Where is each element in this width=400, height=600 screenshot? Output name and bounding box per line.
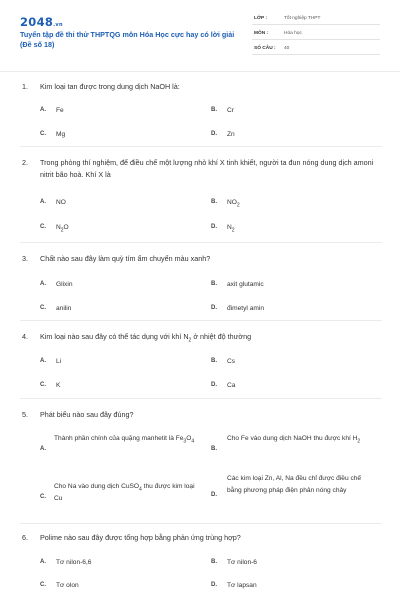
question-number: 1. [22, 82, 28, 91]
document-title: Tuyển tập đề thi thử THPTQG môn Hóa Học cực hay có lời giải (Đề số 18) [20, 30, 235, 49]
option-text: Tơ nilon-6,6 [56, 559, 92, 566]
meta-class-value: Tốt nghiệp THPT [284, 16, 321, 21]
question-stem: Phát biểu nào sau đây đúng? [40, 410, 134, 419]
option-label: A. [40, 559, 46, 565]
option-label: B. [211, 281, 217, 287]
option-text: K [56, 382, 61, 389]
option-text-part: Cho Na vào dung dịch CuSO [54, 483, 140, 490]
meta-subject-row [252, 27, 380, 40]
option-label: B. [211, 446, 217, 452]
question-number: 6. [22, 533, 28, 542]
question-divider [20, 242, 382, 243]
option-text: axit glutamic [227, 281, 264, 288]
option-label: D. [211, 492, 217, 498]
option-text: Mg [56, 131, 66, 138]
option-text: đimetyl amin [227, 305, 265, 312]
formula-subscript: 4 [139, 486, 142, 493]
meta-class-key: LỚP : [254, 16, 268, 21]
option-text-part: O [186, 435, 192, 442]
meta-count-value: 40 [284, 46, 290, 51]
formula-subscript: 2 [231, 227, 235, 234]
question-divider [20, 398, 382, 399]
question-stem: Chất nào sau đây làm quỳ tím ẩm chuyển màu xanh? [40, 254, 211, 263]
question-stem: Trong phòng thí nghiệm, để điều chế một lượng nhỏ khí X tinh khiết, người ta đun nóng dung dịch amoni nitrit bão hoà. Khí X là [40, 158, 374, 179]
logo-tld: .vn [53, 22, 63, 28]
option-label: A. [40, 358, 46, 364]
option-label: B. [211, 199, 217, 205]
option-text-part: thu được kim loại Cu [54, 483, 195, 502]
option-label: B. [211, 358, 217, 364]
question-stem [40, 331, 380, 343]
question-stem: Kim loại tan được trong dung dịch NaOH là: [40, 82, 180, 91]
meta-count-key: SỐ CÂU : [254, 46, 276, 51]
option-text-part: Cho Fe vào dung dịch NaOH thu được khí H [227, 435, 358, 442]
option-text: Tơ olon [56, 582, 79, 589]
option-text [56, 222, 69, 233]
option-label: A. [40, 281, 46, 287]
question-divider [20, 523, 382, 524]
option-text: Ca [227, 382, 236, 389]
option-text: Cr [227, 107, 234, 114]
formula-subscript: 3 [183, 438, 187, 445]
option-text: Li [56, 358, 62, 365]
question-divider [20, 320, 382, 321]
option-label: B. [211, 107, 217, 113]
formula-base: N [227, 224, 232, 231]
option-label: C. [40, 582, 46, 588]
option-label: D. [211, 131, 217, 137]
question-number: 5. [22, 410, 28, 419]
formula-subscript: 2 [188, 337, 192, 344]
option-text [227, 433, 377, 445]
option-text [54, 433, 204, 445]
option-text [227, 222, 235, 233]
option-text: Tơ lapsan [227, 582, 257, 589]
option-text: Fe [56, 107, 64, 114]
option-text: Tơ nilon-6 [227, 559, 257, 566]
option-label: D. [211, 224, 217, 230]
option-text [54, 481, 204, 505]
option-text: NO [56, 199, 66, 206]
option-text: Các kim loại Zn, Al, Na đều chỉ được điều chế bằng phương pháp điện phân nóng chảy [227, 475, 362, 494]
question-number: 4. [22, 332, 28, 341]
exam-header [0, 0, 400, 72]
formula-tail: O [63, 224, 69, 231]
option-text: Glixin [56, 281, 73, 288]
question-number: 2. [22, 158, 28, 167]
logo-main: 2048 [20, 15, 54, 29]
formula-base: NO [227, 199, 237, 206]
meta-class-row [252, 12, 380, 25]
option-label: C. [40, 382, 46, 388]
option-text [227, 197, 240, 208]
meta-count-row [252, 42, 380, 55]
formula-base: N [56, 224, 61, 231]
option-label: C. [40, 224, 46, 230]
stem-text-tail: ở nhiệt độ thường [191, 332, 252, 341]
meta-subject-key: MÔN : [254, 31, 269, 36]
formula-subscript: 4 [191, 438, 195, 445]
site-logo[interactable] [20, 15, 63, 29]
option-text: Cs [227, 358, 236, 365]
formula-subscript: 2 [60, 227, 64, 234]
option-label: D. [211, 305, 217, 311]
option-text-part: Thành phần chính của quặng manhetit là Fe [54, 435, 184, 442]
option-label: C. [40, 494, 46, 500]
option-text: Zn [227, 131, 235, 138]
option-label: D. [211, 582, 217, 588]
meta-subject-value: Hóa học [284, 31, 302, 36]
formula-subscript: 2 [236, 202, 240, 209]
question-number: 3. [22, 254, 28, 263]
option-label: D. [211, 382, 217, 388]
option-label: B. [211, 559, 217, 565]
question-stem: Polime nào sau đây được tổng hợp bằng phản ứng trùng hợp? [40, 533, 241, 542]
option-text: anilin [56, 305, 72, 312]
header-divider [0, 71, 400, 72]
question-divider [20, 146, 382, 147]
option-label: A. [40, 446, 46, 452]
option-label: A. [40, 199, 46, 205]
option-label: A. [40, 107, 46, 113]
formula-subscript: 2 [357, 438, 361, 445]
option-label: C. [40, 305, 46, 311]
option-label: C. [40, 131, 46, 137]
stem-text: Kim loại nào sau đây có thể tác dụng với khí N [40, 332, 189, 341]
